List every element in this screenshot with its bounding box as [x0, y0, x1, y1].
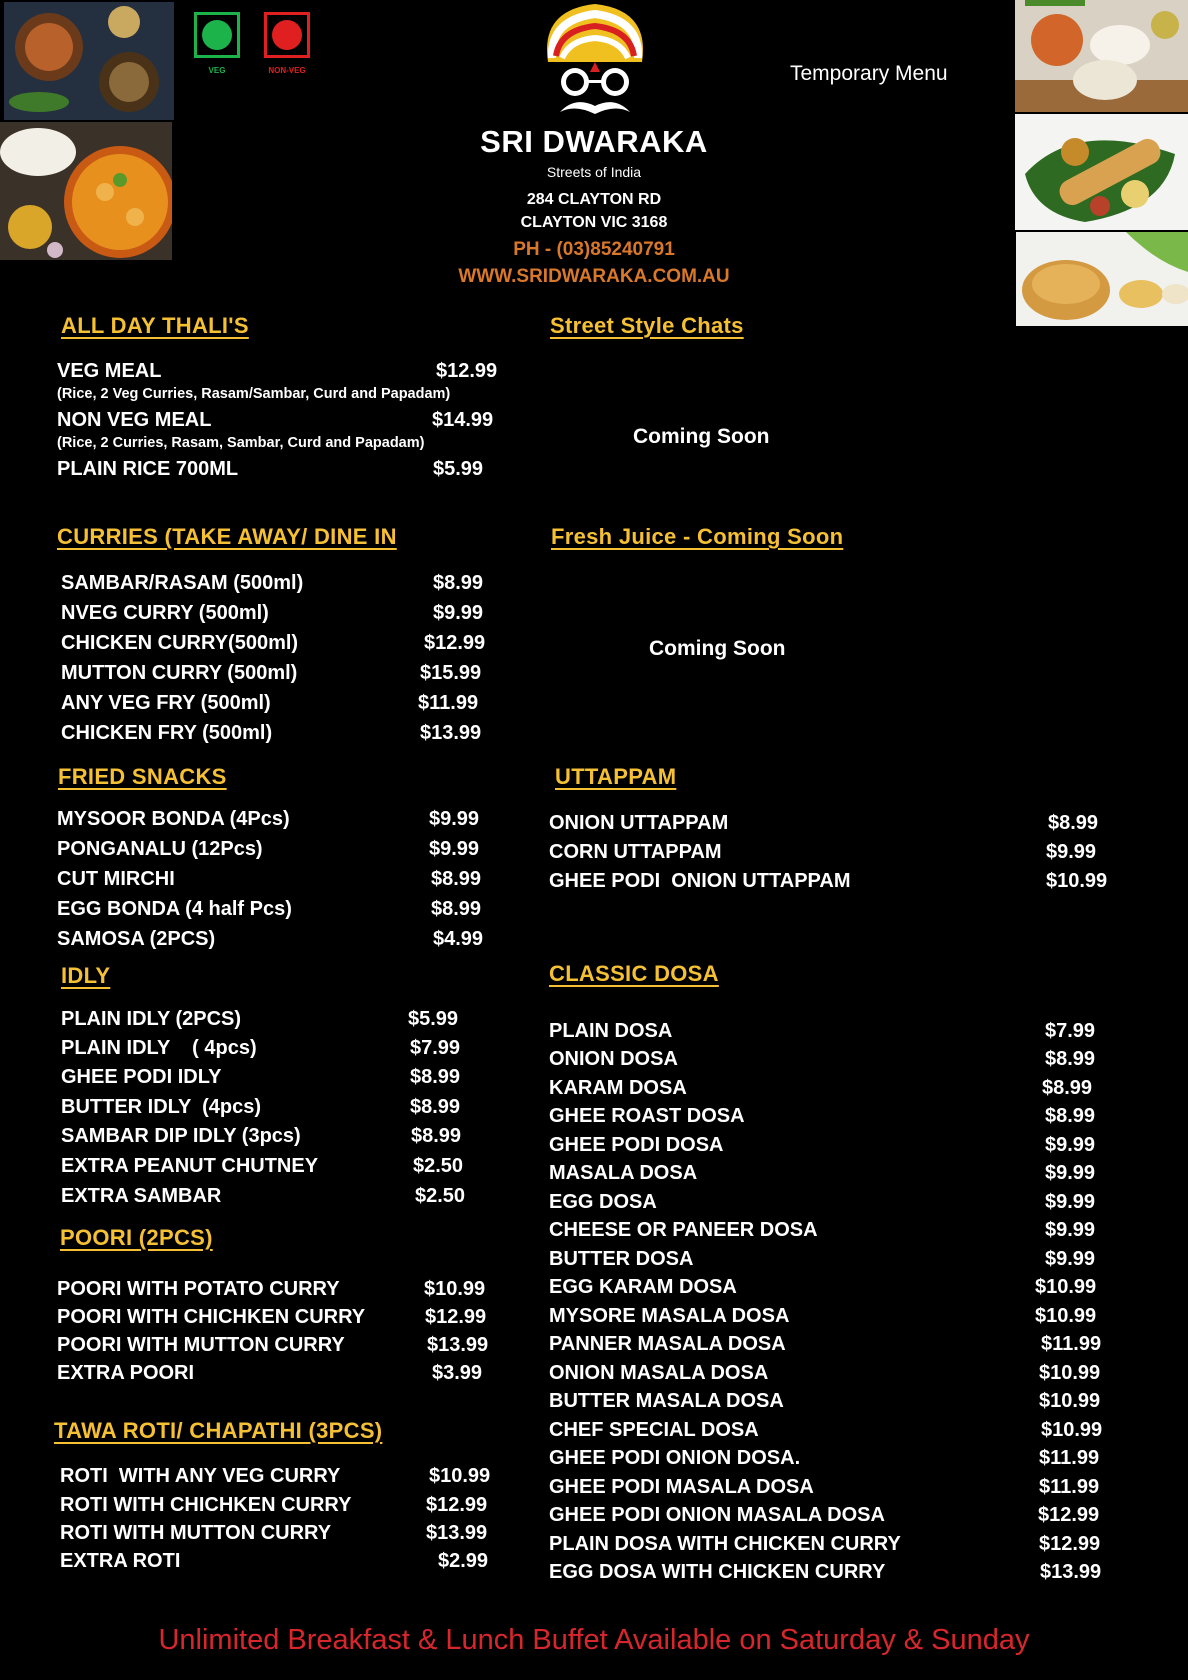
item-name: SAMBAR/RASAM (500ml) — [61, 572, 304, 594]
menu-item — [549, 1134, 1096, 1157]
item-price: $7.99 — [410, 1037, 461, 1059]
menu-item — [61, 1185, 466, 1208]
item-price: $11.99 — [1039, 1447, 1100, 1469]
item-name: CORN UTTAPPAM — [549, 841, 722, 863]
menu-item — [60, 1522, 488, 1545]
item-name: CUT MIRCHI — [57, 868, 175, 890]
item-name: VEG MEAL — [57, 360, 162, 382]
menu-item — [61, 572, 484, 595]
menu-item — [57, 868, 482, 891]
heading-poori: POORI (2PCS) — [60, 1225, 213, 1250]
item-name: EGG BONDA (4 half Pcs) — [57, 898, 292, 920]
item-price: $2.99 — [438, 1550, 489, 1572]
item-name: ANY VEG FRY (500ml) — [61, 692, 271, 714]
item-price: $12.99 — [424, 632, 486, 654]
menu-item — [549, 1476, 1100, 1499]
item-name: CHEF SPECIAL DOSA — [549, 1419, 759, 1441]
item-price: $9.99 — [1045, 1162, 1096, 1184]
item-name: BUTTER DOSA — [549, 1248, 694, 1270]
item-name: MASALA DOSA — [549, 1162, 698, 1184]
item-price: $12.99 — [436, 360, 498, 382]
item-name: GHEE PODI MASALA DOSA — [549, 1476, 814, 1498]
menu-item — [60, 1465, 491, 1488]
item-name: EXTRA SAMBAR — [61, 1185, 222, 1207]
item-name: PLAIN DOSA — [549, 1020, 673, 1042]
menu-item — [60, 1494, 488, 1517]
menu-item — [549, 1305, 1097, 1328]
menu-item — [61, 602, 484, 625]
restaurant-name: SRI DWARAKA — [480, 124, 708, 159]
heading-street-style-chats: Street Style Chats — [550, 313, 744, 338]
item-name: SAMOSA (2PCS) — [57, 928, 216, 950]
item-price: $13.99 — [426, 1522, 488, 1544]
veg-label: VEG — [208, 66, 226, 75]
food-photo-chicken-curry — [0, 122, 172, 260]
item-price: $13.99 — [420, 722, 482, 744]
item-price: $12.99 — [425, 1306, 487, 1328]
item-name: SAMBAR DIP IDLY (3pcs) — [61, 1125, 301, 1147]
item-name: ONION MASALA DOSA — [549, 1362, 769, 1384]
item-price: $10.99 — [1046, 870, 1108, 892]
item-name: NON VEG MEAL — [57, 409, 212, 431]
juice-coming-soon: Coming Soon — [649, 637, 786, 660]
buffet-banner: Unlimited Breakfast & Lunch Buffet Available on Saturday & Sunday — [158, 1624, 1030, 1656]
item-price: $8.99 — [410, 1096, 461, 1118]
item-name: EXTRA ROTI — [60, 1550, 181, 1572]
item-price: $8.99 — [433, 572, 484, 594]
item-price: $9.99 — [429, 808, 480, 830]
menu-item — [549, 1162, 1096, 1185]
menu-item — [57, 1334, 489, 1357]
menu-item — [57, 898, 482, 921]
item-price: $11.99 — [1041, 1333, 1102, 1355]
food-photo-idly-plate — [1015, 0, 1188, 112]
menu-item — [549, 841, 1097, 864]
menu-item — [61, 692, 479, 715]
address-line-2: CLAYTON VIC 3168 — [520, 214, 668, 231]
chats-coming-soon: Coming Soon — [633, 425, 770, 448]
item-name: CHEESE OR PANEER DOSA — [549, 1219, 818, 1241]
restaurant-tagline: Streets of India — [546, 164, 642, 180]
item-name: POORI WITH MUTTON CURRY — [57, 1334, 345, 1356]
heading-classic-dosa: CLASSIC DOSA — [549, 961, 719, 986]
temporary-menu-label: Temporary Menu — [790, 62, 948, 85]
menu-item — [60, 1550, 489, 1573]
menu-item — [61, 1155, 464, 1178]
menu-item — [549, 1020, 1096, 1043]
item-name: ROTI WITH ANY VEG CURRY — [60, 1465, 341, 1487]
food-photo-curry-spread — [4, 2, 174, 120]
menu-item — [549, 1276, 1097, 1299]
item-price: $9.99 — [1045, 1191, 1096, 1213]
menu-item — [61, 722, 482, 745]
non-veg-indicator-icon — [264, 12, 310, 58]
item-name: PLAIN RICE 700ML — [57, 458, 239, 480]
heading-idly: IDLY — [61, 963, 111, 988]
item-price: $8.99 — [411, 1125, 462, 1147]
item-price: $5.99 — [408, 1008, 459, 1030]
item-price: $12.99 — [1039, 1533, 1101, 1555]
menu-item — [549, 1533, 1101, 1556]
item-price: $12.99 — [426, 1494, 488, 1516]
item-price: $3.99 — [432, 1362, 483, 1384]
item-price: $8.99 — [1045, 1105, 1096, 1127]
item-name: PLAIN DOSA WITH CHICKEN CURRY — [549, 1533, 901, 1555]
menu-item — [549, 870, 1108, 893]
address-line-1: 284 CLAYTON RD — [526, 191, 662, 208]
item-name: EGG DOSA WITH CHICKEN CURRY — [549, 1561, 886, 1583]
item-name: EXTRA POORI — [57, 1362, 195, 1384]
menu-item — [57, 838, 480, 861]
item-price: $15.99 — [420, 662, 482, 684]
menu-item — [61, 1037, 461, 1060]
item-name: CHICKEN CURRY(500ml) — [61, 632, 299, 654]
menu-item — [549, 1048, 1096, 1071]
menu-item — [549, 1077, 1093, 1100]
item-name: PONGANALU (12Pcs) — [57, 838, 263, 860]
item-price: $2.50 — [413, 1155, 464, 1177]
item-price: $8.99 — [1042, 1077, 1093, 1099]
item-price: $8.99 — [431, 898, 482, 920]
item-price: $14.99 — [432, 409, 494, 431]
menu-item — [57, 1306, 487, 1329]
item-name: MUTTON CURRY (500ml) — [61, 662, 298, 684]
menu-item — [57, 458, 484, 481]
menu-item — [549, 1504, 1100, 1527]
menu-item — [61, 1066, 461, 1089]
food-photo-dosa — [1015, 114, 1188, 230]
veg-indicator-icon — [194, 12, 240, 58]
item-price: $10.99 — [1035, 1305, 1097, 1327]
menu-item — [57, 409, 494, 432]
menu-item — [549, 1561, 1102, 1584]
item-name: POORI WITH POTATO CURRY — [57, 1278, 340, 1300]
item-price: $9.99 — [1045, 1248, 1096, 1270]
item-name: GHEE PODI ONION DOSA. — [549, 1447, 801, 1469]
item-price: $10.99 — [1041, 1419, 1103, 1441]
item-name: PLAIN IDLY (2PCS) — [61, 1008, 242, 1030]
menu-item — [549, 1447, 1100, 1470]
item-price: $11.99 — [1039, 1476, 1100, 1498]
item-name: GHEE PODI IDLY — [61, 1066, 222, 1088]
menu-item — [61, 662, 482, 685]
item-price: $10.99 — [1039, 1390, 1101, 1412]
item-description: (Rice, 2 Curries, Rasam, Sambar, Curd and Papadam) — [57, 435, 425, 451]
item-price: $11.99 — [418, 692, 479, 714]
item-price: $13.99 — [1040, 1561, 1102, 1583]
item-name: GHEE PODI DOSA — [549, 1134, 724, 1156]
menu-item — [57, 1362, 483, 1385]
heading-all-day-thalis: ALL DAY THALI'S — [61, 313, 249, 338]
menu-item — [61, 1008, 459, 1031]
menu-item — [549, 1333, 1102, 1356]
food-photo-poori — [1016, 232, 1188, 326]
item-name: ONION DOSA — [549, 1048, 678, 1070]
item-price: $8.99 — [431, 868, 482, 890]
item-price: $7.99 — [1045, 1020, 1096, 1042]
item-name: BUTTER IDLY (4pcs) — [61, 1096, 262, 1118]
item-name: ONION UTTAPPAM — [549, 812, 729, 834]
item-price: $4.99 — [433, 928, 484, 950]
item-description: (Rice, 2 Veg Curries, Rasam/Sambar, Curd and Papadam) — [57, 386, 451, 402]
item-price: $8.99 — [410, 1066, 461, 1088]
item-price: $13.99 — [427, 1334, 489, 1356]
item-name: PLAIN IDLY ( 4pcs) — [61, 1037, 257, 1059]
item-name: KARAM DOSA — [549, 1077, 687, 1099]
heading-tawa-roti: TAWA ROTI/ CHAPATHI (3PCS) — [54, 1418, 383, 1443]
item-price: $8.99 — [1045, 1048, 1096, 1070]
menu-item — [57, 360, 498, 383]
item-name: EGG DOSA — [549, 1191, 657, 1213]
item-name: ROTI WITH MUTTON CURRY — [60, 1522, 332, 1544]
item-price: $9.99 — [1045, 1134, 1096, 1156]
menu-item — [549, 1362, 1101, 1385]
item-price: $9.99 — [429, 838, 480, 860]
item-price: $10.99 — [429, 1465, 491, 1487]
item-name: EGG KARAM DOSA — [549, 1276, 737, 1298]
item-name: CHICKEN FRY (500ml) — [61, 722, 273, 744]
menu-item — [61, 632, 486, 655]
heading-uttappam: UTTAPPAM — [555, 764, 677, 789]
menu-item — [549, 812, 1099, 835]
item-price: $9.99 — [433, 602, 484, 624]
item-price: $2.50 — [415, 1185, 466, 1207]
logo-turban-face-icon — [530, 0, 660, 125]
menu-item — [57, 1278, 486, 1301]
item-name: NVEG CURRY (500ml) — [61, 602, 269, 624]
phone-number: PH - (03)85240791 — [513, 239, 675, 260]
item-price: $9.99 — [1046, 841, 1097, 863]
item-name: GHEE PODI ONION MASALA DOSA — [549, 1504, 885, 1526]
item-price: $5.99 — [433, 458, 484, 480]
heading-curries: CURRIES (TAKE AWAY/ DINE IN — [57, 524, 397, 549]
menu-item — [549, 1219, 1096, 1242]
menu-item — [549, 1105, 1096, 1128]
menu-item — [57, 928, 484, 951]
menu-item — [549, 1419, 1103, 1442]
item-price: $10.99 — [424, 1278, 486, 1300]
item-name: ROTI WITH CHICHKEN CURRY — [60, 1494, 352, 1516]
menu-item — [549, 1390, 1101, 1413]
item-name: EXTRA PEANUT CHUTNEY — [61, 1155, 319, 1177]
item-name: BUTTER MASALA DOSA — [549, 1390, 784, 1412]
menu-item — [549, 1248, 1096, 1271]
item-name: POORI WITH CHICHKEN CURRY — [57, 1306, 366, 1328]
item-price: $8.99 — [1048, 812, 1099, 834]
heading-fried-snacks: FRIED SNACKS — [58, 764, 227, 789]
website-link[interactable]: WWW.SRIDWARAKA.COM.AU — [458, 266, 730, 287]
non-veg-label: NON-VEG — [268, 66, 306, 75]
item-name: MYSORE MASALA DOSA — [549, 1305, 790, 1327]
menu-item — [61, 1125, 462, 1148]
item-price: $10.99 — [1035, 1276, 1097, 1298]
item-price: $12.99 — [1038, 1504, 1100, 1526]
heading-fresh-juice: Fresh Juice - Coming Soon — [551, 524, 844, 549]
item-price: $9.99 — [1045, 1219, 1096, 1241]
item-name: PANNER MASALA DOSA — [549, 1333, 786, 1355]
menu-item — [549, 1191, 1096, 1214]
item-name: MYSOOR BONDA (4Pcs) — [57, 808, 290, 830]
menu-item — [61, 1096, 461, 1119]
menu-item — [57, 808, 480, 831]
item-name: GHEE PODI ONION UTTAPPAM — [549, 870, 851, 892]
item-name: GHEE ROAST DOSA — [549, 1105, 745, 1127]
item-price: $10.99 — [1039, 1362, 1101, 1384]
